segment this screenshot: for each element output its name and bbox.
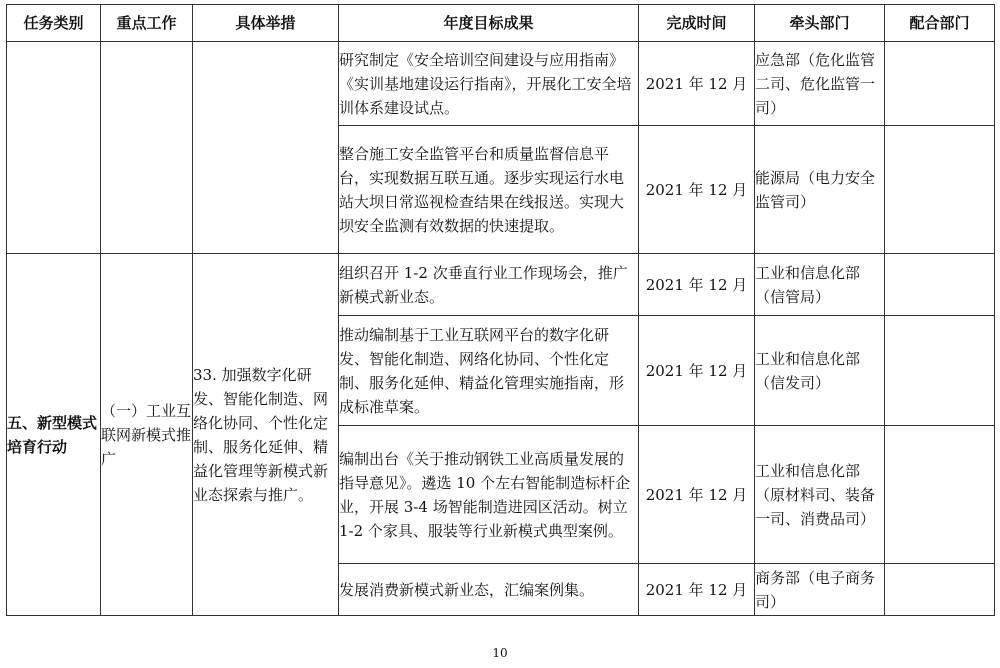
measure-cell: [193, 42, 339, 254]
cooperate-cell: [885, 426, 995, 564]
lead-dept-cell: 工业和信息化部（信发司）: [755, 316, 885, 426]
cooperate-cell: [885, 564, 995, 616]
page-number: 10: [492, 646, 508, 660]
table-row: [7, 42, 995, 126]
cooperate-cell: [885, 42, 995, 126]
table-row: [7, 254, 995, 316]
header-cooperating-dept: 配合部门: [885, 5, 995, 42]
header-key-work: 重点工作: [101, 5, 193, 42]
time-cell: 2021 年 12 月: [639, 126, 755, 254]
header-annual-goal: 年度目标成果: [339, 5, 639, 42]
key-work-cell: [101, 42, 193, 254]
time-cell: 2021 年 12 月: [639, 426, 755, 564]
goal-cell: 研究制定《安全培训空间建设与应用指南》《实训基地建设运行指南》，开展化工安全培训体系建设试点。: [339, 42, 639, 126]
goal-cell: 整合施工安全监管平台和质量监督信息平台，实现数据互联互通。逐步实现运行水电站大坝日常巡视检查结果在线报送。实现大坝安全监测有效数据的快速提取。: [339, 126, 639, 254]
cooperate-cell: [885, 316, 995, 426]
category-cell: [7, 42, 101, 254]
time-cell: 2021 年 12 月: [639, 564, 755, 616]
time-cell: 2021 年 12 月: [639, 42, 755, 126]
measure-cell: 33. 加强数字化研发、智能化制造、网络化协同、个性化定制、服务化延伸、精益化管理等新模式新业态探索与推广。: [193, 254, 339, 616]
lead-dept-cell: 商务部（电子商务司）: [755, 564, 885, 616]
header-measure: 具体举措: [193, 5, 339, 42]
header-task-category: 任务类别: [7, 5, 101, 42]
key-work-cell: （一）工业互联网新模式推广: [101, 254, 193, 616]
lead-dept-cell: 能源局（电力安全监管司）: [755, 126, 885, 254]
header-lead-dept: 牵头部门: [755, 5, 885, 42]
cooperate-cell: [885, 126, 995, 254]
category-cell: 五、新型模式培育行动: [7, 254, 101, 616]
goal-cell: 发展消费新模式新业态，汇编案例集。: [339, 564, 639, 616]
lead-dept-cell: 工业和信息化部（原材料司、装备一司、消费品司）: [755, 426, 885, 564]
lead-dept-cell: 工业和信息化部（信管局）: [755, 254, 885, 316]
goal-cell: 组织召开 1-2 次垂直行业工作现场会，推广新模式新业态。: [339, 254, 639, 316]
goal-cell: 推动编制基于工业互联网平台的数字化研发、智能化制造、网络化协同、个性化定制、服务化延伸、精益化管理实施指南，形成标准草案。: [339, 316, 639, 426]
goal-cell: 编制出台《关于推动钢铁工业高质量发展的指导意见》。遴选 10 个左右智能制造标杆企业，开展 3-4 场智能制造进园区活动。树立 1-2 个家具、服装等行业新模式典型案例。: [339, 426, 639, 564]
time-cell: 2021 年 12 月: [639, 316, 755, 426]
lead-dept-cell: 应急部（危化监管二司、危化监管一司）: [755, 42, 885, 126]
header-row: [7, 5, 995, 42]
header-completion-time: 完成时间: [639, 5, 755, 42]
cooperate-cell: [885, 254, 995, 316]
task-table: [6, 4, 995, 616]
time-cell: 2021 年 12 月: [639, 254, 755, 316]
